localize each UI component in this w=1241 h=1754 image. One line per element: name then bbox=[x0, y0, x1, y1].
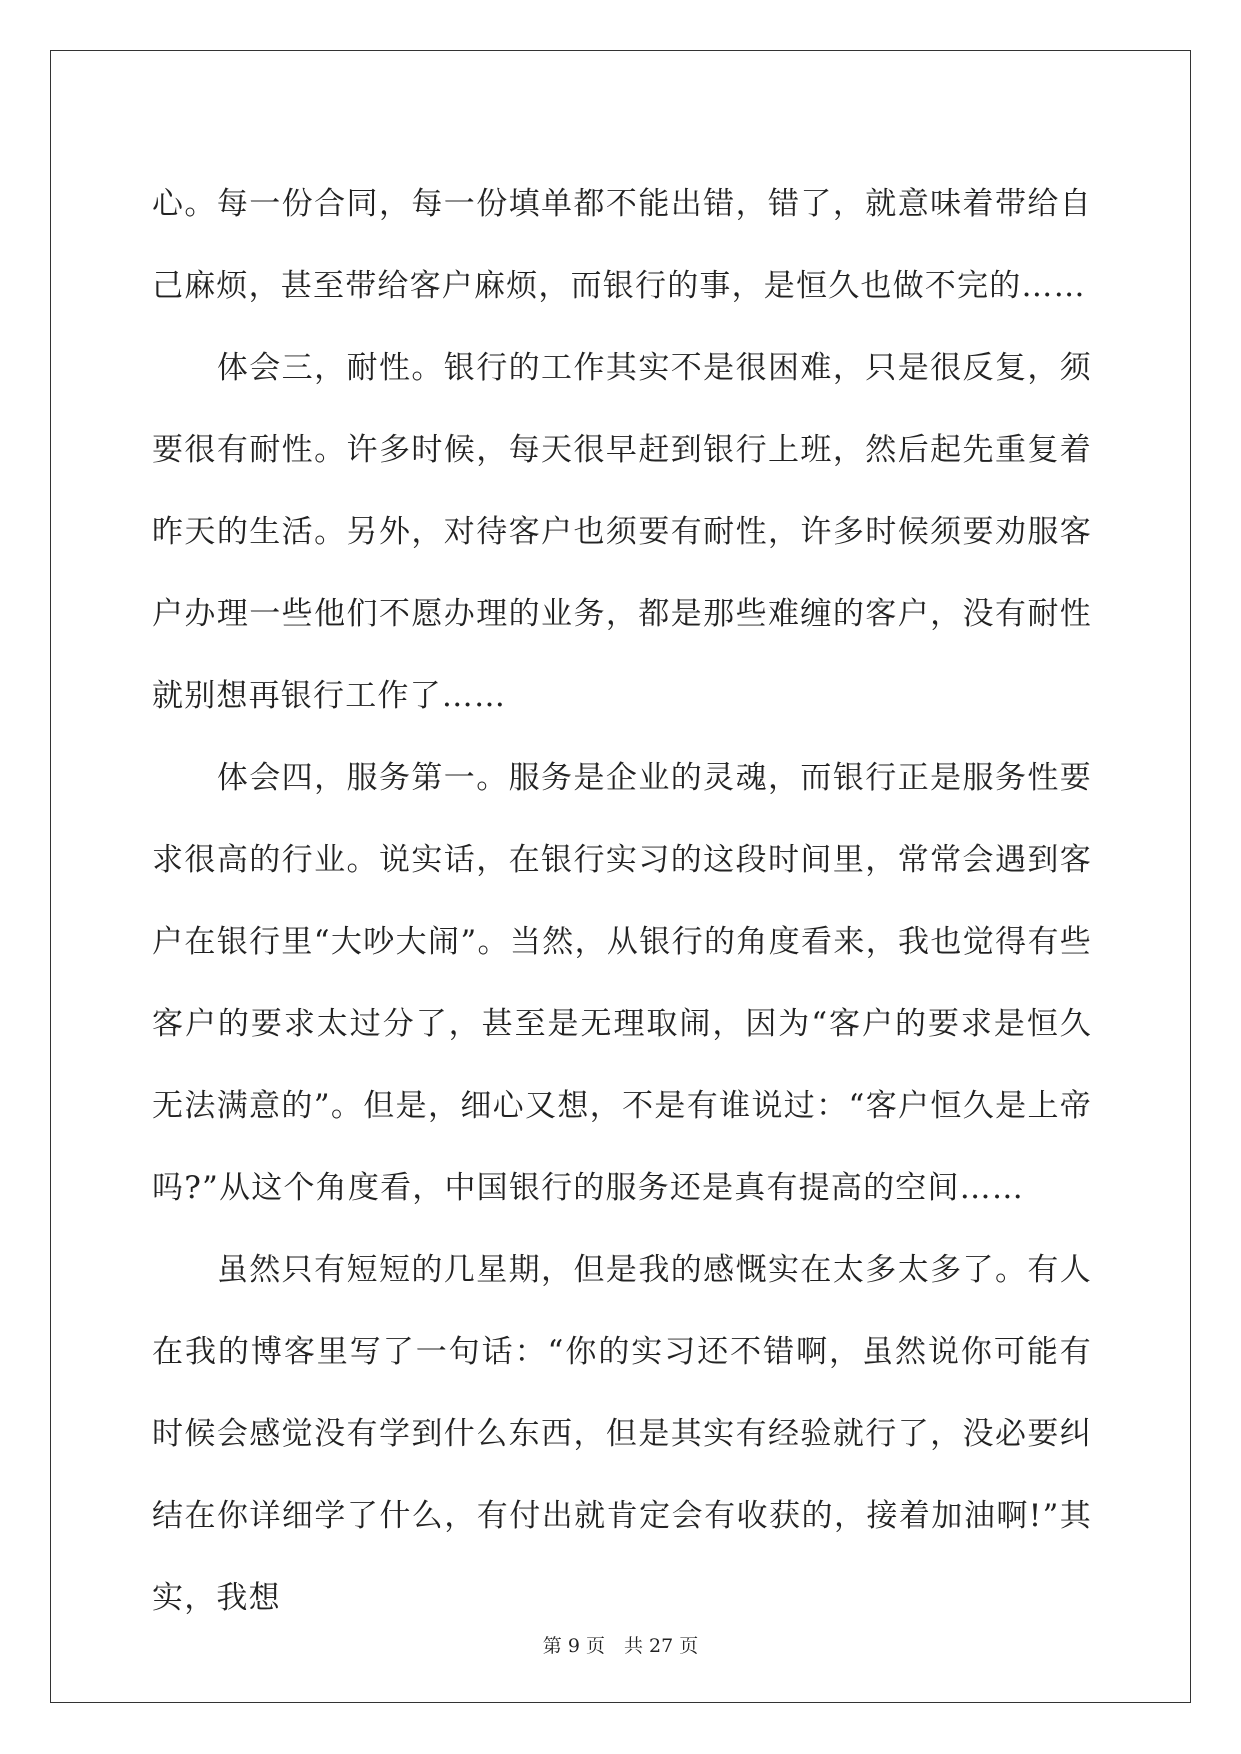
paragraph-4: 虽然只有短短的几星期，但是我的感慨实在太多太多了。有人在我的博客里写了一句话：“你的实习还不错啊，虽然说你可能有时候会感觉没有学到什么东西，但是其实有经验就行了，没必要纠结在你详细学了什么，有付出就肯定会有收获的，接着加油啊!”其实，我想 bbox=[152, 1252, 1092, 1616]
paragraph-3: 体会四，服务第一。服务是企业的灵魂，而银行正是服务性要求很高的行业。说实话，在银行实习的这段时间里，常常会遇到客户在银行里“大吵大闹”。当然，从银行的角度看来，我也觉得有些客户的要求太过分了，甚至是无理取闹，因为“客户的要求是恒久无法满意的”。但是，细心又想，不是有谁说过：“客户恒久是上帝吗?”从这个角度看，中国银行的服务还是真有提高的空间…… bbox=[152, 760, 1092, 1206]
page-number-footer: 第 9 页 共 27 页 bbox=[542, 1635, 699, 1657]
document-body bbox=[152, 163, 1092, 1639]
paragraph-2: 体会三，耐性。银行的工作其实不是很困难，只是很反复，须要很有耐性。许多时候，每天很早赶到银行上班，然后起先重复着昨天的生活。另外，对待客户也须要有耐性，许多时候须要劝服客户办理一些他们不愿办理的业务，都是那些难缠的客户，没有耐性就别想再银行工作了…… bbox=[152, 350, 1092, 714]
paragraph-1: 心。每一份合同，每一份填单都不能出错，错了，就意味着带给自己麻烦，甚至带给客户麻烦，而银行的事，是恒久也做不完的…… bbox=[152, 186, 1092, 304]
